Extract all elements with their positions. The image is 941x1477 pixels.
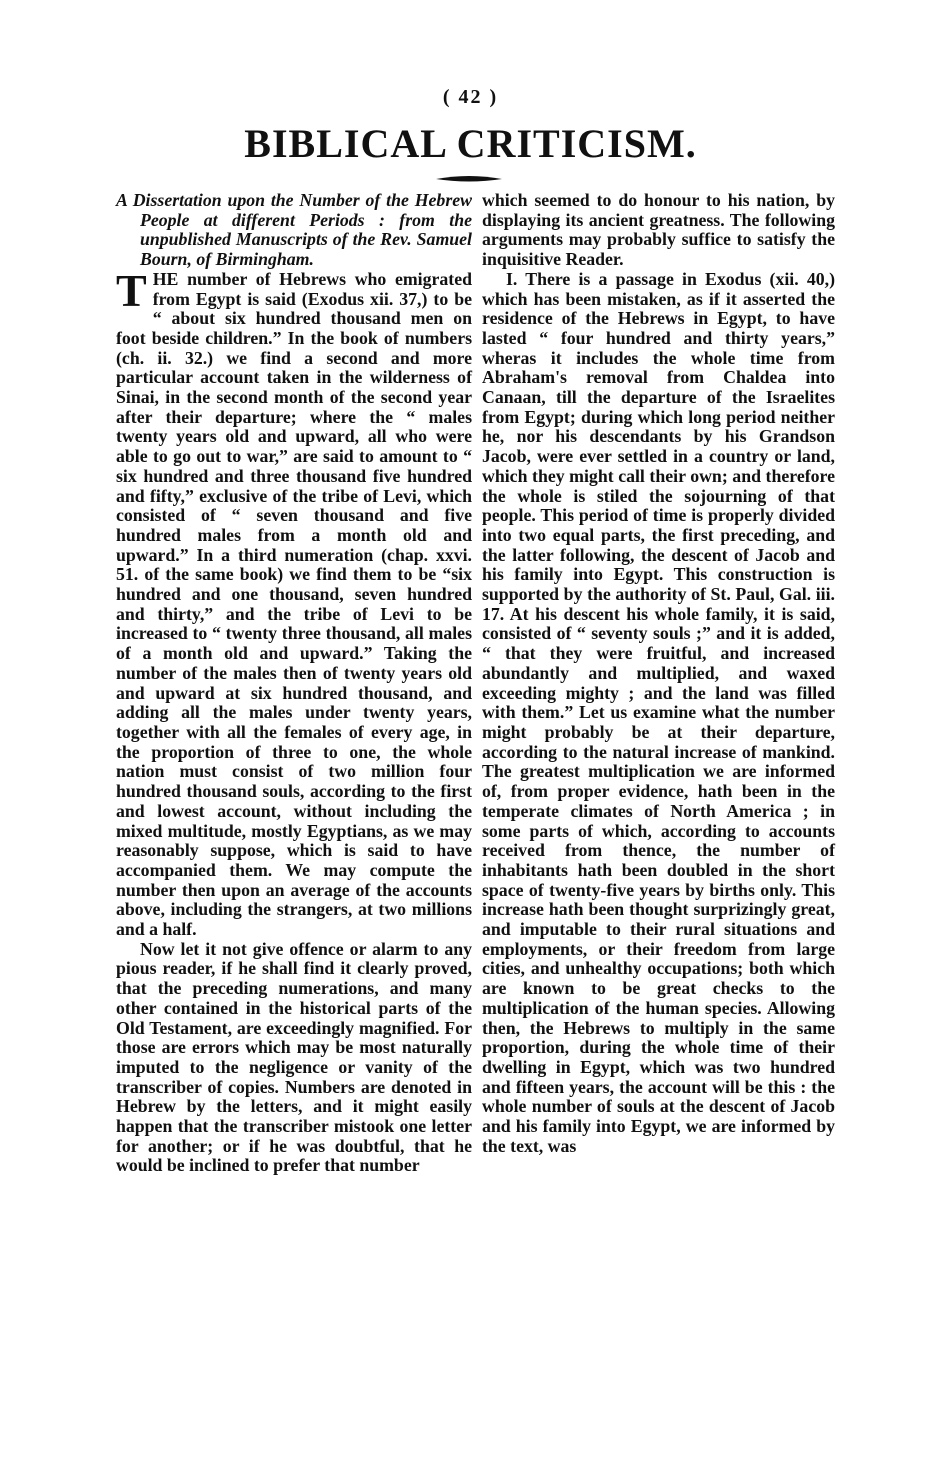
left-paragraph-1 xyxy=(116,264,473,940)
left-column xyxy=(116,191,472,1176)
article-heading: A Dissertation upon the Number of the Hebrew People at different Periods : from the unpublished Manuscripts of the Rev. Samuel Bourn, of Birmingham. xyxy=(116,190,472,270)
page-number: ( 42 ) xyxy=(442,86,499,108)
first-word-rest: HE xyxy=(152,268,179,289)
title-rule-ornament xyxy=(436,174,502,184)
left-paragraph-2: Now let it not give offence or alarm to any pious reader, if he shall find it clearly proved, that the preceding numerations, and many other contained in the historical parts of the Old Testament, are exceedingly magnified. For those are errors which may be most naturally imputed to the negligence or vanity of the transcriber of copies. Numbers are denoted in Hebrew by the letters, and it might easily happen that the transcriber mistook one letter for another; or if he was doubtful, that he would be inclined to prefer that number xyxy=(116,938,472,1176)
left-paragraph-1-text: number of Hebrews who emigrated from Egypt is said (Exodus xii. 37,) to be “ about six hundred thousand men on foot beside children.” In the book of numbers (ch. ii. 32.) we find a second and more particular account taken in the wilderness of Sinai, in the second month of the second year after their departure; where the “ males twenty years old and upward, all who were able to go out to war,” are said to amount to “ six hundred and three thousand five hundred and fifty,” exclusive of the tribe of Levi, which consisted of “ seven thousand and five hundred males from a month old and upward.” In a third numeration (chap. xxvi. 51. of the same book) we find them to be “six hundred and one thousand, seven hundred and thirty,” and the tribe of Levi to be increased to “ twenty three thousand, all males of a month old and upward.” Taking the number of the males then of twenty years old and upward at six hundred thousand, and adding all the males under twenty years, together with all the females of every age, in the proportion of three to one, the whole nation must consist of two million four hundred thousand souls, according to the first and lowest account, without including the mixed multitude, mostly Egyptians, as we may reasonably suppose, which is said to have accompanied them. We may compute the number then upon an average of the accounts above, including the strangers, at two millions and a half. xyxy=(116,268,473,940)
right-paragraph-2: I. There is a passage in Exodus (xii. 40,) which has been mistaken, as if it asserted the residence of the Hebrews in Egypt, to have lasted “ four hundred and thirty years,” wheras it includes the whole time from Abraham's removal from Chaldea into Canaan, till the departure of the Israelites from Egypt; during which long period neither he, nor his descendants by his Grandson Jacob, were ever settled in a country or land, which they might call their own; and therefore the whole is stiled the sojourning of that people. This period of time is properly divided into two equal parts, the first preceding, and the latter following, the descent of Jacob and his family into Egypt. This construction is supported by the authority of St. Paul, Gal. iii. 17. At his descent his whole family, it is said, consisted of “ seventy souls ;” and it is added, “ that they were fruitful, and increased abundantly and multiplied, and waxed exceeding mighty ; and the land was filled with them.” Let us examine what the number might probably be at their departure, according to the natural increase of mankind. The greatest multiplication we are informed of, from proper evidence, hath been in the temperate climates of North America ; in some parts of which, according to accounts received from thence, the number of inhabitants hath been doubled in the short space of twenty-five years by births only. This increase hath been thought surprizingly great, and imputable to their rural situations and employments, or their freedom from large cities, and unhealthy occupations; both which are known to be great checks to the multiplication of the human species. Allowing then, the Hebrews to multiply in the same proportion, during the whole time of their dwelling in Egypt, which was two hundred and fifteen years, the account will be this : the whole number of souls at the descent of Jacob and his family into Egypt, we are informed by the text, was xyxy=(482,268,835,1156)
right-paragraph-1: which seemed to do honour to his nation, by displaying its ancient greatness. The following arguments may probably suffice to satisfy the inquisitive Reader. xyxy=(482,190,835,270)
right-column xyxy=(482,191,835,1156)
drop-cap: T xyxy=(116,264,147,316)
section-title: BIBLICAL CRITICISM. xyxy=(244,121,697,166)
